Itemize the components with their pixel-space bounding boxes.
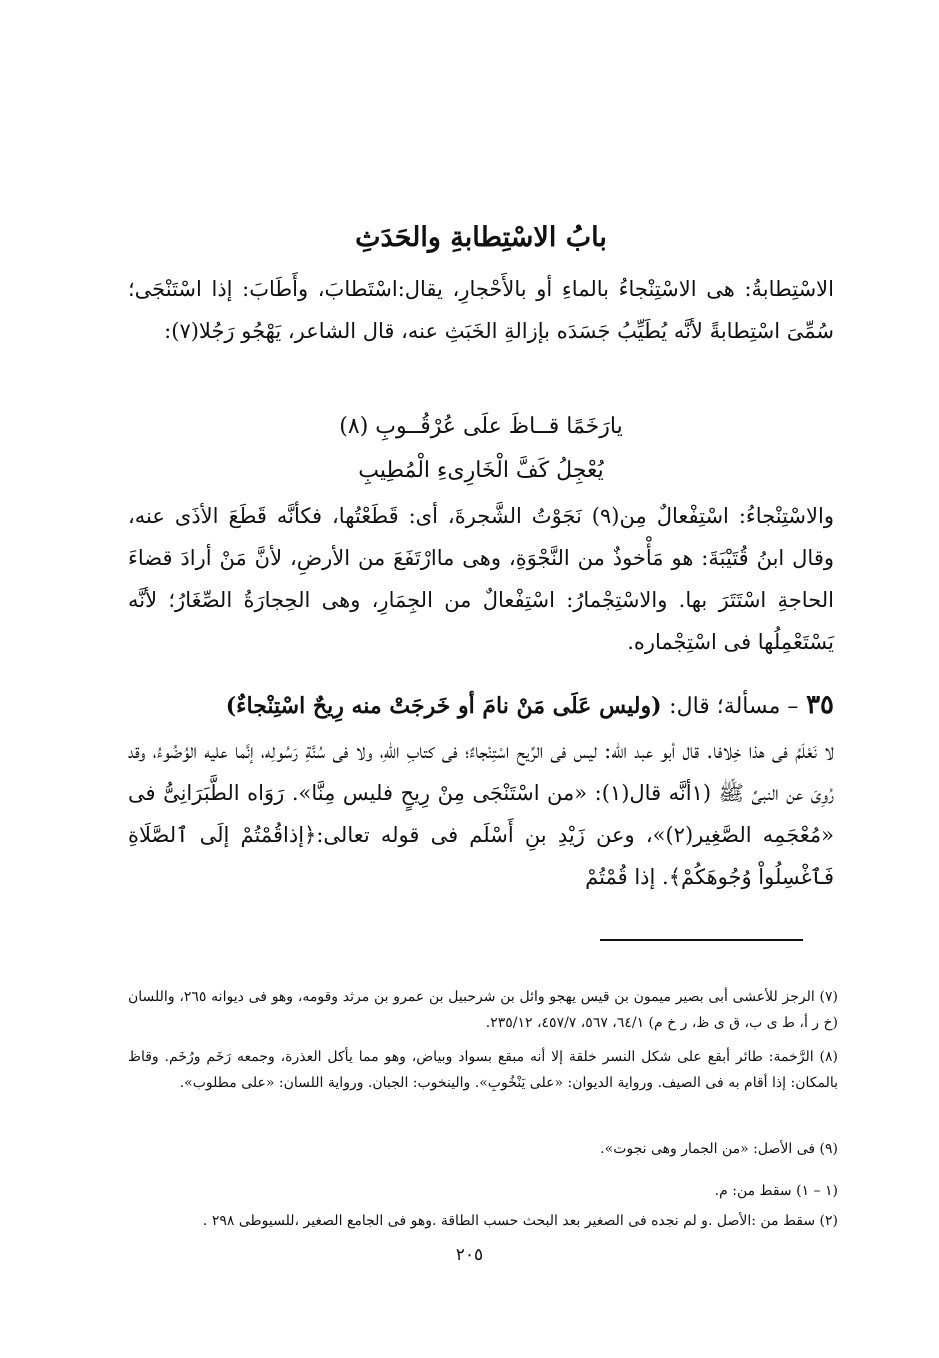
paragraph-text: والاسْتِنْجاءُ: اسْتِفْعالٌ مِن(٩) نَجَوْتُ الشَّجرةَ، أى: قَطَعْتُها، فكأنَّه قَطَعَ الأذَى عنه، وقال ابنُ قُتَيْبَةَ: هو مَأْخوذٌ من النَّجْوَةِ، وهى ماارْتَفَعَ من الأرضِ، لأنَّ مَنْ أرادَ قضاءَ الحاجةِ اسْتَتَرَ بها. والاسْتِجْمارُ: اسْتِفْعالٌ من الجِمَارِ، وهى الحِجارَةُ الصِّغَارُ؛ لأنَّه يَسْتَعْمِلُها فى اسْتِجْماره. [128,504,834,654]
paragraph-istinja [128,495,834,663]
issue-text: (وليس عَلَى مَنْ نامَ أو خَرجَتْ منه رِيحٌ اسْتِنْجاءٌ) [225,693,662,719]
chapter-title: بابُ الاسْتِطابةِ والحَدَثِ [355,222,607,253]
verse-line-2: يُعْجِلُ كَفَّ الْخَارِىءِ الْمُطِيبِ [358,458,604,483]
issue-label: – مسألة؛ قال: [669,694,799,719]
footnote-2: (٢) سقط من :الأصل .و لم نجده فى الصغير بعد البحث حسب الطاقة .وهو فى الجامع الصغير ،للسيوطى ٢٩٨ . [202,1213,838,1229]
paragraph-text: الاسْتِطابةُ: هى الاسْتِنْجاءُ بالماءِ أو بالأَحْجارِ، يقال:اسْتَطابَ، وأَطَابَ: إذا اسْتَنْجَى؛ سُمِّىَ اسْتِطابةً لأنَّه يُطَيِّبُ جَسَدَه بإزالةِ الخَبَثِ عنه، قال الشاعر، يَهْجُو رَجُلا(٧): [128,277,834,343]
paragraph-issue-discussion [128,730,834,898]
footnote-9: (٩) فى الأصل: «من الجمار وهى نجوت». [600,1141,838,1157]
verse-line-1: يارَخَمًا قــاظَ علَى عُرْقُــوبِ (٨) [339,414,623,439]
footnote-8: (٨) الرَّخمة: طائر أبقع على شكل النسر خلقة إلا أنه مبقع بسواد وبياض، وهو مما يأكل العذرة، وجمعه رَخَم ورُخَم. وقاظ بالمكان: إذا أقام به فى الصيف. ورواية الديوان: «على يَنْخُوبِ». والينخوب: الجبان. ورواية اللسان: «على مطلوب». [128,1049,838,1091]
footnote-7: (٧) الرجز للأعشى أبى بصير ميمون بن قيس يهجو وائل بن شرحبيل بن عمرو بن مرثد وقومه، وهو فى ديوانه ٢٦٥، واللسان (خ ر أ، ط ى ب، ق ى ظ، ر خ م) ٦٤/١، ٥٦٧، ٤٥٧/٧، ٢٣٥/١٢. [128,989,838,1031]
issue-heading [128,684,834,728]
paragraph-text: لا نَعْلَمُ فى هذا خِلافا. قال أبو عبد الله: ليس فى الرِّيح اسْتِنْجاءٌ؛ فى كتابِ اللهِ، ولا فى سُنَّةِ رَسُولِه، إنَّما عليه الوُضُوءُ، وقد رُوِىَ عن النبىِّ ﷺ (١أنَّه قال(١): «من اسْتَنْجَى مِنْ رِيحٍ فليس مِنَّا». رَوَاه الطَّبَرَانِىُّ فى «مُعْجَمِه الصَّغِير(٢)»، وعن زَيْدِ بنِ أَسْلَم فى قوله تعالى:﴿إذاقُمْتُمْ إلَى ٱلصَّلَاةِ فَٱغْسِلُواْ وُجُوهَكُمْ﴾. إذا قُمْتُمْ [128,739,835,889]
issue-number: ٣٥ [806,690,834,720]
paragraph-istitaba [128,268,834,352]
page-number: ٢٠٥ [455,1245,484,1265]
footnote-1-1: (١ – ١) سقط من: م. [714,1183,838,1199]
footnote-separator [600,939,803,941]
